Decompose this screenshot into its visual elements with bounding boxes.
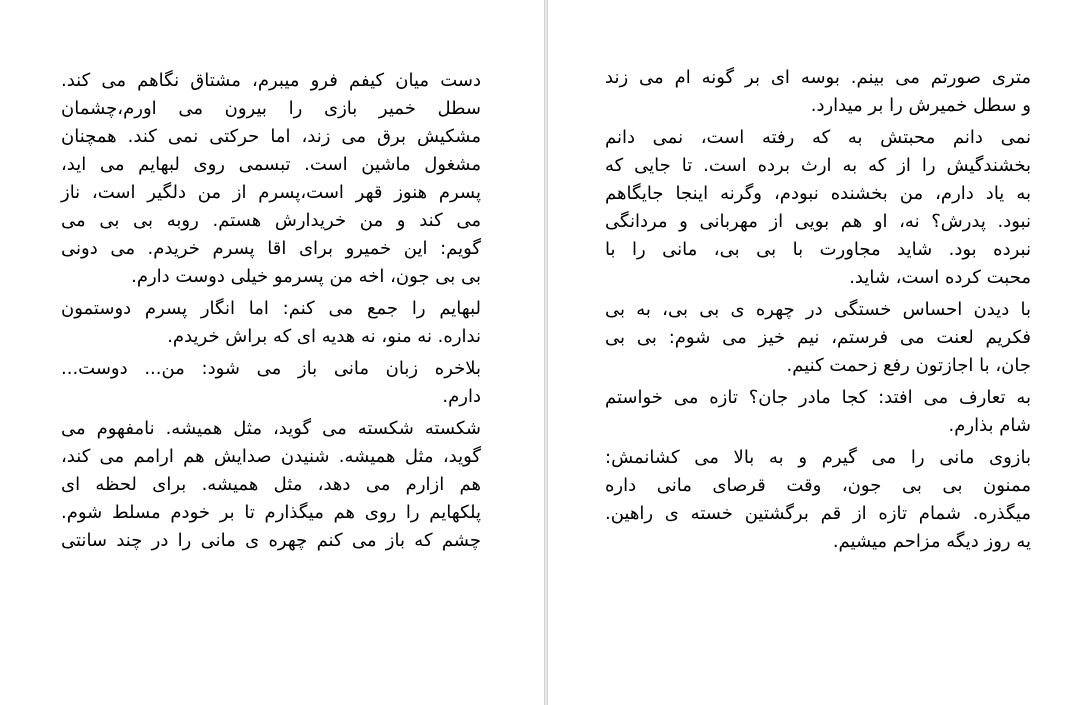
paragraph xyxy=(605,444,1031,556)
text-line: فکریم لعنت می فرستم، نیم خیز می شوم: بی بی xyxy=(605,327,1031,348)
text-line: شکسته شکسته می گوید، مثل همیشه. نامفهوم می xyxy=(61,418,481,439)
text-line: بلاخره زبان مانی باز می شود: من... دوست... xyxy=(61,358,481,379)
text-line: بی بی جون، اخه من پسرمو خیلی دوست دارم. xyxy=(131,266,481,287)
paragraph xyxy=(61,67,481,291)
left-page xyxy=(0,0,544,705)
text-line: شام بذارم. xyxy=(948,415,1031,436)
paragraph xyxy=(605,64,1031,120)
text-line: مشغول ماشین است. تبسمی روی لبهایم می اید، xyxy=(61,154,481,175)
text-line: نمی دانم محبتش به که رفته است، نمی دانم xyxy=(605,127,1031,148)
text-line: نبرده بود. شاید مجاورت با بی بی، مانی را با xyxy=(605,239,1031,260)
text-line: می کند و من خریدارش هستم. روبه بی بی می xyxy=(61,210,481,231)
text-line: یه روز دیگه مزاحم میشیم. xyxy=(832,531,1031,552)
paragraph xyxy=(605,124,1031,292)
text-line: متری صورتم می بینم. بوسه ای بر گونه ام می زند xyxy=(605,67,1031,88)
paragraph xyxy=(61,415,481,555)
paragraph xyxy=(605,296,1031,380)
text-line: دارم. xyxy=(442,386,481,407)
text-line: سطل خمیر بازی را بیرون می اورم،چشمان xyxy=(61,98,481,119)
text-line: محبت کرده است، شاید. xyxy=(849,267,1031,288)
text-line: دست میان کیفم فرو میبرم، مشتاق نگاهم می کند. xyxy=(61,70,481,91)
text-line: چشم که باز می کنم چهره ی مانی را در چند سانتی xyxy=(61,530,481,551)
text-line: بازوی مانی را می گیرم و به بالا می کشانمش: xyxy=(605,447,1031,468)
text-line: به تعارف می افتد: کجا مادر جان؟ تازه می خواستم xyxy=(605,387,1031,408)
text-line: جان، با اجازتون رفع زحمت کنیم. xyxy=(786,355,1031,376)
text-line: نداره. نه منو، نه هدیه ای که براش خریدم. xyxy=(167,326,481,347)
text-line: پلکهایم را روی هم میگذارم تا بر خودم مسلط شوم. xyxy=(61,502,481,523)
text-line: گوید، مثل همیشه. شنیدن صدایش هم ارامم می کند، xyxy=(61,446,481,467)
text-line: و سطل خمیرش را بر میدارد. xyxy=(810,95,1031,116)
right-page-text xyxy=(605,64,1031,560)
paragraph xyxy=(605,384,1031,440)
text-line: هم ازارم می دهد، مثل همیشه. برای لحظه ای xyxy=(61,474,481,495)
text-line: پسرم هنوز قهر است،پسرم از من دلگیر است، ناز xyxy=(61,182,481,203)
left-page-text xyxy=(61,67,481,559)
text-line: به یاد دارم، من بخشنده نبودم، وگرنه اینجا جایگاهم xyxy=(605,183,1031,204)
text-line: با دیدن احساس خستگی در چهره ی بی بی، به بی xyxy=(605,299,1031,320)
text-line: نبود. پدرش؟ نه، او هم بویی از مهربانی و مردانگی xyxy=(605,211,1031,232)
text-line: مشکیش برق می زند، اما حرکتی نمی کند. همچنان xyxy=(61,126,481,147)
text-line: لبهایم را جمع می کنم: اما انگار پسرم دوستمون xyxy=(61,298,481,319)
text-line: بخشندگیش را از که به ارث برده است. تا جایی که xyxy=(605,155,1031,176)
right-page xyxy=(548,0,1091,705)
text-line: ممنون بی بی جون، وقت قرصای مانی داره xyxy=(605,475,1031,496)
text-line: گویم: این خمیرو برای اقا پسرم خریدم. می دونی xyxy=(61,238,481,259)
text-line: میگذره. شمام تازه از قم برگشتین خسته ی راهین. xyxy=(605,503,1031,524)
paragraph xyxy=(61,295,481,351)
paragraph xyxy=(61,355,481,411)
